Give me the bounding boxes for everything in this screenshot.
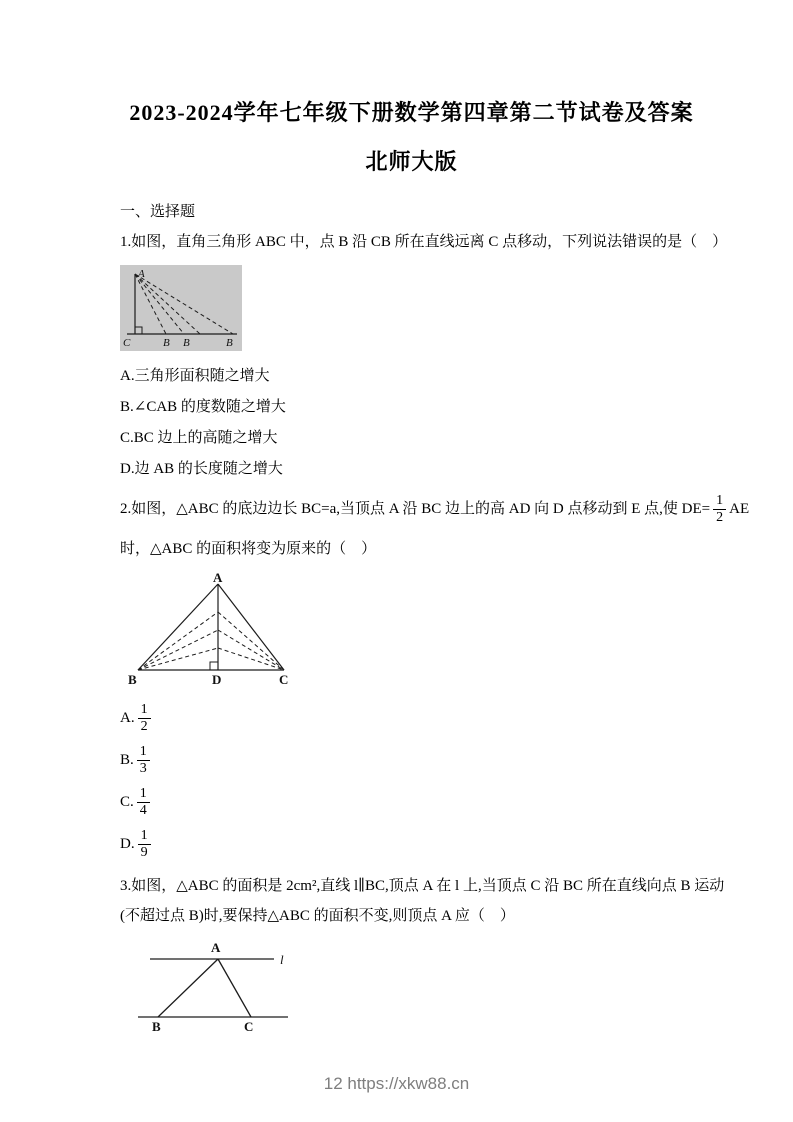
q2-option-d-label: D. — [120, 835, 135, 852]
q2-frac-denominator: 2 — [716, 509, 724, 525]
fig3-labels — [152, 940, 284, 1033]
q1-stem: 1.如图，直角三角形 ABC 中，点 B 沿 CB 所在直线远离 C 点移动，下列说法错误的是（ ） — [120, 234, 728, 250]
fig2-label-b: B — [128, 672, 137, 687]
q2-option-c-label: C. — [120, 793, 134, 810]
fig3-triangle-lines — [138, 959, 288, 1017]
fig1-label-b3: B — [226, 337, 233, 349]
fig2-label-a: A — [213, 572, 223, 585]
q2-option-b-label: B. — [120, 751, 134, 768]
q2-stem-fraction — [713, 493, 726, 526]
q1-option-a: A.三角形面积随之增大 — [120, 368, 270, 384]
fig1-label-c: C — [123, 337, 131, 349]
q2-option-d-numerator: 1 — [138, 828, 151, 845]
q1-option-b: B.∠CAB 的度数随之增大 — [120, 399, 286, 415]
q2-option-a-numerator: 1 — [138, 702, 151, 719]
q3-stem-line2: (不超过点 B)时,要保持△ABC 的面积不变,则顶点 A 应（ ） — [120, 908, 515, 924]
q2-figure — [128, 572, 703, 693]
q1-options — [120, 365, 703, 480]
fig3-label-c: C — [244, 1019, 254, 1033]
fig3-label-line-l: l — [280, 952, 284, 967]
q2-stem — [120, 490, 750, 528]
q3-stem-line1: 3.如图，△ABC 的面积是 2cm²,直线 l∥BC,顶点 A 在 l 上,当顶点 C 沿 BC 所在直线向点 B 运动 — [120, 878, 725, 894]
q2-frac-numerator: 1 — [713, 493, 726, 510]
q2-figure-image — [128, 572, 296, 688]
q1-figure — [120, 265, 703, 356]
q2-option-d-fraction — [138, 828, 151, 861]
q1-option-c: C.BC 边上的高随之增大 — [120, 430, 278, 446]
fig3-label-a: A — [211, 940, 221, 955]
q2-stem-line2: 时，△ABC 的面积将变为原来的（ ） — [120, 541, 377, 557]
q2-stem-part1: 2.如图，△ABC 的底边边长 BC=a,当顶点 A 沿 BC 边上的高 AD 向 D 点移动到 E 点,使 DE= — [120, 501, 711, 517]
fig2-label-c: C — [279, 672, 289, 687]
q2-option-c-fraction — [137, 786, 150, 819]
q2-option-b-denominator: 3 — [139, 760, 147, 776]
fig1-label-b2: B — [183, 337, 190, 349]
q2-stem-part2: AE — [729, 501, 750, 517]
fig2-label-d: D — [212, 672, 222, 687]
q2-option-b — [120, 743, 703, 777]
q2-option-b-numerator: 1 — [137, 744, 150, 761]
q1-option-d: D.边 AB 的长度随之增大 — [120, 461, 283, 477]
q2-option-b-fraction — [137, 744, 150, 777]
q2-option-c-denominator: 4 — [139, 802, 147, 818]
q2-option-d-denominator: 9 — [140, 844, 148, 860]
page-title: 2023-2024学年七年级下册数学第四章第二节试卷及答案北师大版 — [129, 100, 694, 174]
section-heading: 一、选择题 — [120, 204, 196, 220]
q3-figure — [138, 939, 703, 1038]
page-footer: 12 https://xkw88.cn — [323, 1074, 470, 1093]
q3-figure-image — [138, 939, 314, 1033]
q1-figure-image — [120, 265, 242, 351]
q2-option-c-numerator: 1 — [137, 786, 150, 803]
fig1-label-a: A — [138, 268, 145, 280]
q2-option-c — [120, 785, 703, 819]
fig3-label-b: B — [152, 1019, 161, 1033]
q2-option-a-label: A. — [120, 709, 135, 726]
fig2-triangle-lines — [138, 584, 284, 670]
fig1-label-b1: B — [163, 337, 170, 349]
q2-option-a — [120, 701, 703, 735]
q2-option-a-fraction — [138, 702, 151, 735]
q2-option-d — [120, 827, 703, 861]
q2-option-a-denominator: 2 — [140, 718, 148, 734]
